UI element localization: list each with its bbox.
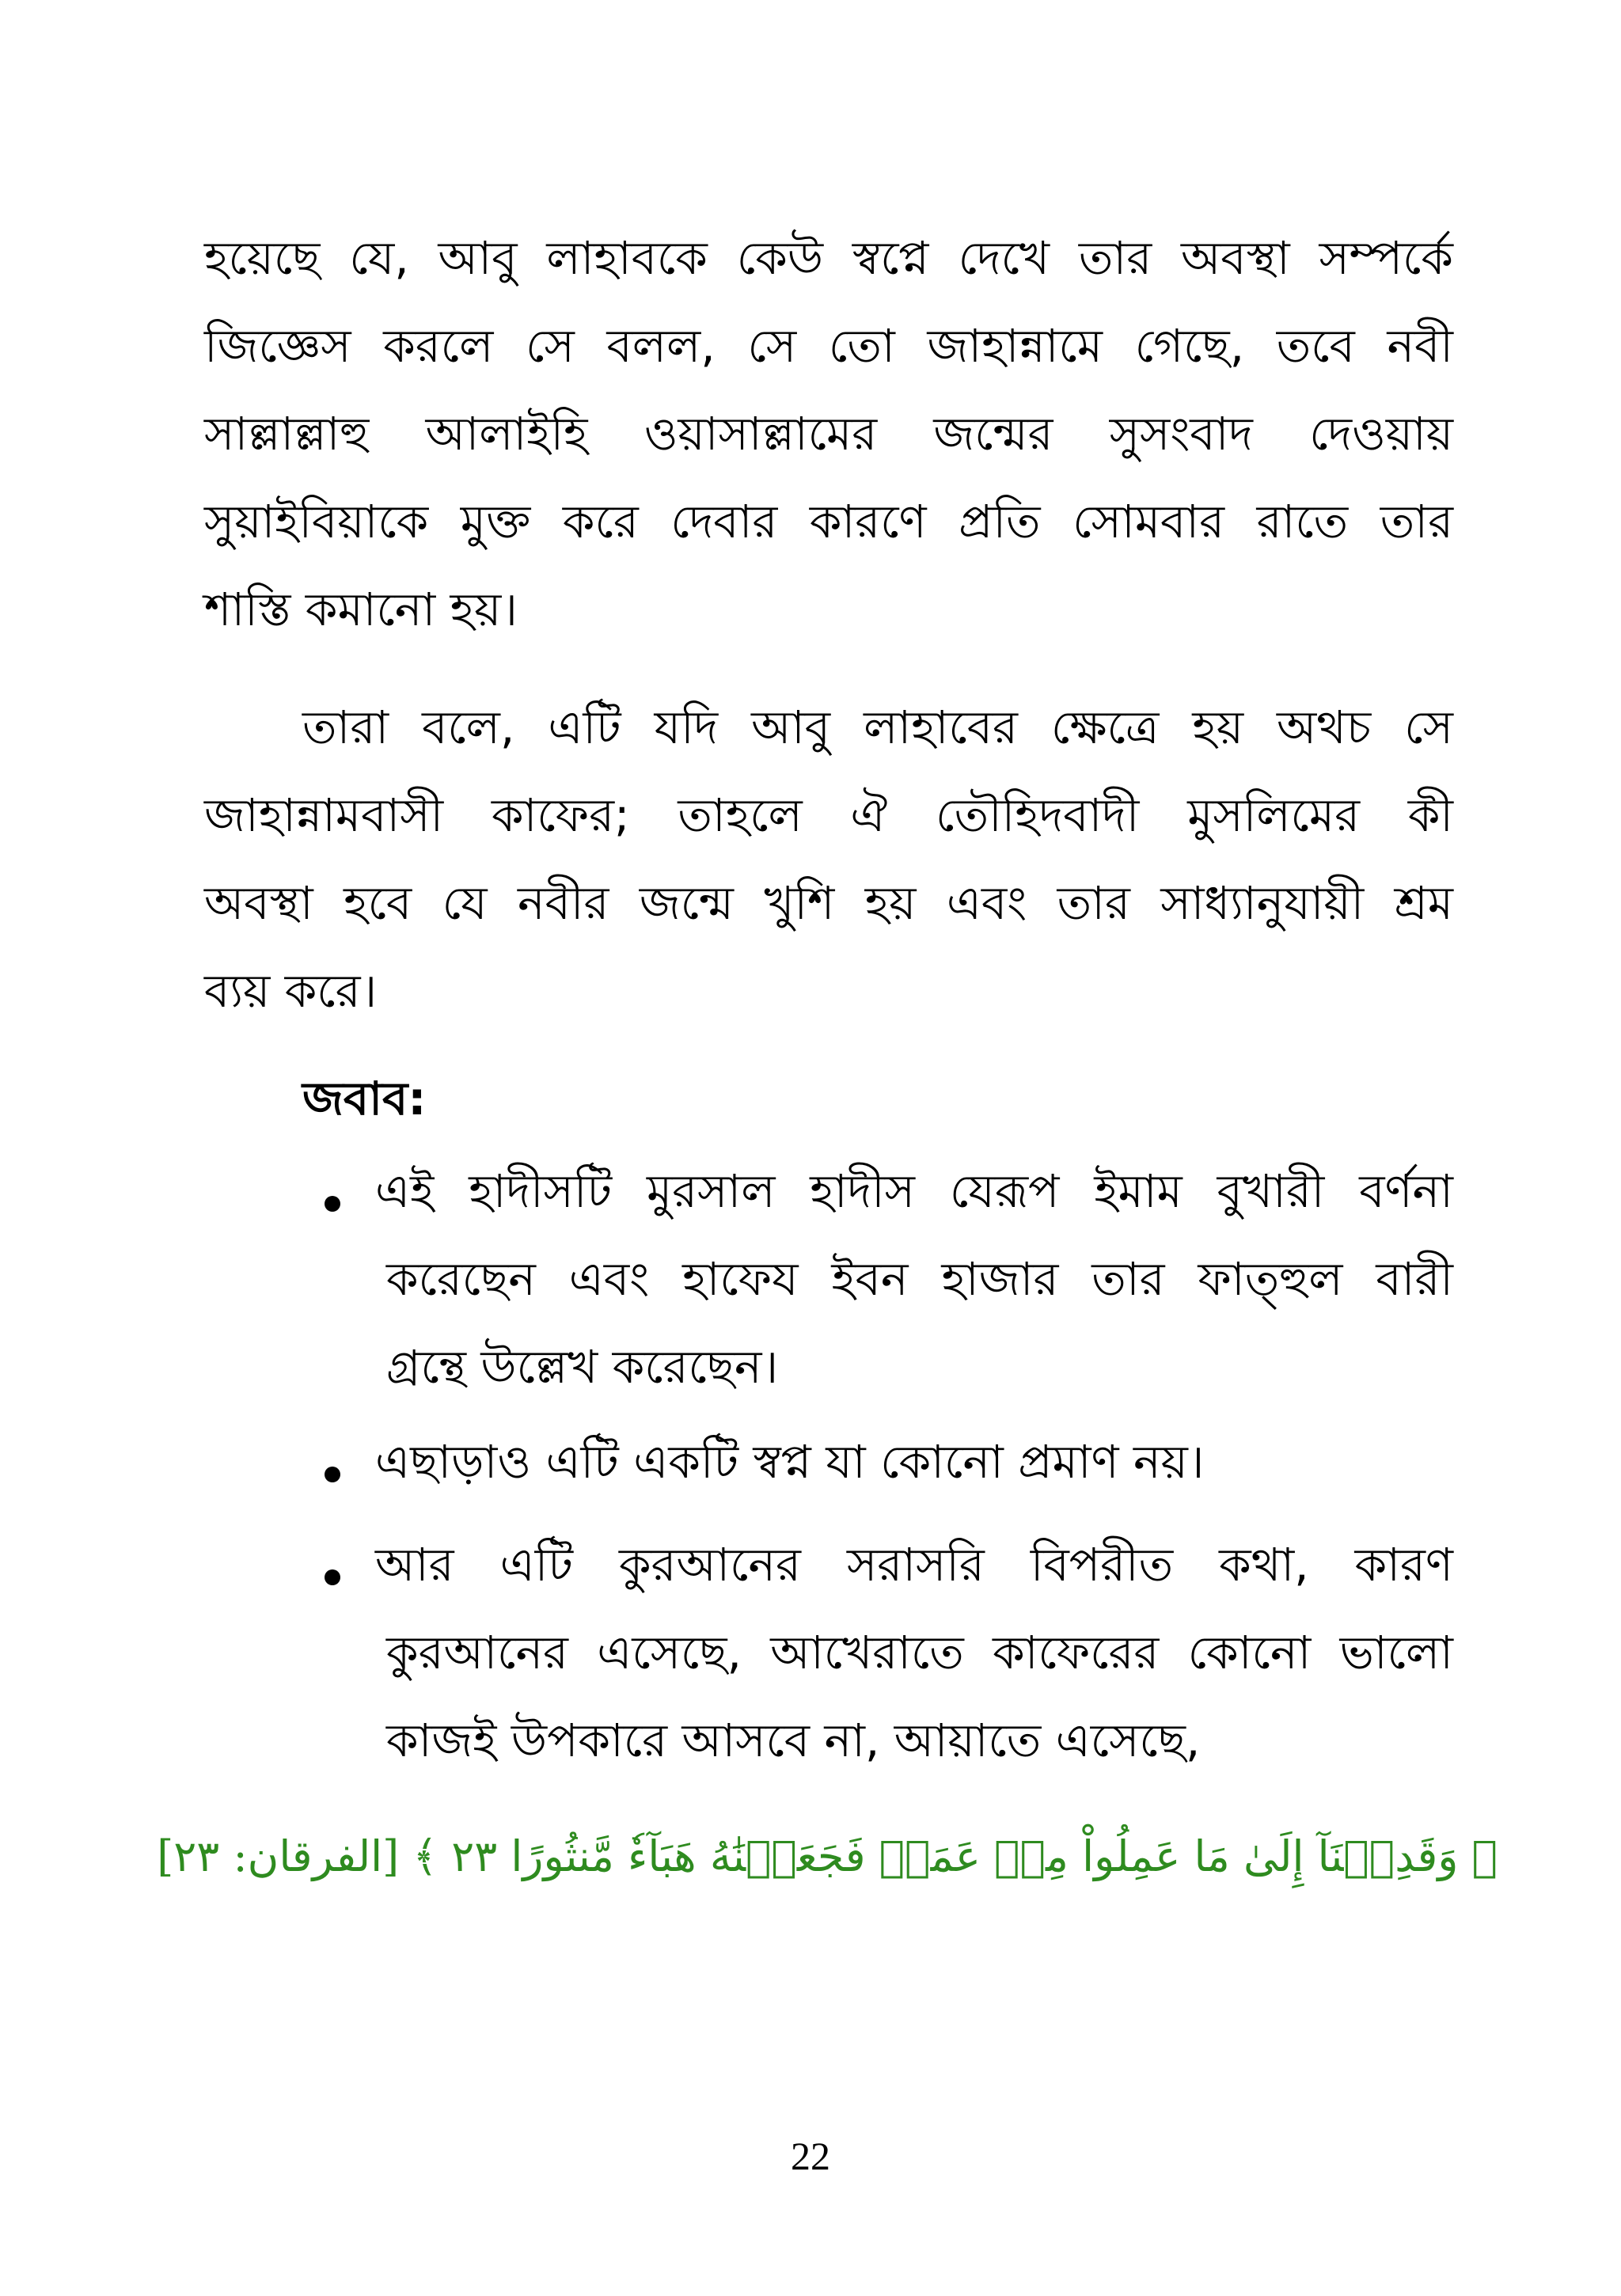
bullet-line: আর এটি কুরআনের সরাসরি বিপরীত কথা, কারণ: [375, 1538, 1453, 1592]
bullet-line: গ্রন্থে উল্লেখ করেছেন।: [386, 1340, 779, 1394]
quran-verse: ﴿ وَقَدِمۡنَآ إِلَىٰ مَا عَمِلُواْ مِنۡ عَمَلٖ فَجَعَلۡنَٰهُ هَبَآءٗ مَّنثُورًا ٢٣ ﴾ [الفرقان: ٢٣]: [157, 1831, 1498, 1881]
bullet-line: কুরআনের এসেছে, আখেরাতে কাফেরের কোনো ভালো: [386, 1626, 1453, 1679]
paragraph-line: জাহান্নামবাসী কাফের; তাহলে ঐ তৌহিদবাদী মুসলিমের কী: [204, 788, 1453, 842]
paragraph-line: শাস্তি কমানো হয়।: [204, 583, 518, 636]
answer-heading: জবাব:: [302, 1072, 427, 1125]
bullet-line: এই হাদীসটি মুরসাল হাদীস যেরূপ ইমাম বুখারী বর্ণনা: [375, 1164, 1453, 1218]
bullet-icon: [325, 1569, 340, 1585]
paragraph-line: ব্যয় করে।: [204, 964, 378, 1018]
paragraph-line: জিজ্ঞেস করলে সে বলল, সে তো জাহান্নামে গেছে, তবে নবী: [204, 319, 1453, 373]
bullet-line: এছাড়াও এটি একটি স্বপ্ন যা কোনো প্রমাণ নয়।: [375, 1435, 1205, 1489]
bullet-line: কাজই উপকারে আসবে না, আয়াতে এসেছে,: [386, 1713, 1201, 1767]
paragraph-line: অবস্থা হবে যে নবীর জন্মে খুশি হয় এবং তার সাধ্যানুযায়ী শ্রম: [204, 876, 1453, 930]
paragraph-line: হয়েছে যে, আবু লাহাবকে কেউ স্বপ্নে দেখে তার অবস্থা সম্পর্কে: [204, 231, 1453, 285]
paragraph-line: সুয়াইবিয়াকে মুক্ত করে দেবার কারণে প্রতি সোমবার রাতে তার: [204, 495, 1453, 548]
bullet-icon: [325, 1467, 340, 1482]
bullet-icon: [325, 1196, 340, 1212]
paragraph-line: সাল্লাল্লাহু আলাইহি ওয়াসাল্লামের জন্মের সুসংবাদ দেওয়ায়: [204, 407, 1453, 461]
page-number: 22: [791, 2134, 830, 2178]
paragraph-line: তারা বলে, এটি যদি আবু লাহাবের ক্ষেত্রে হয় অথচ সে: [302, 700, 1453, 754]
bullet-line: করেছেন এবং হাফেয ইবন হাজার তার ফাত্হুল বারী: [386, 1252, 1453, 1306]
